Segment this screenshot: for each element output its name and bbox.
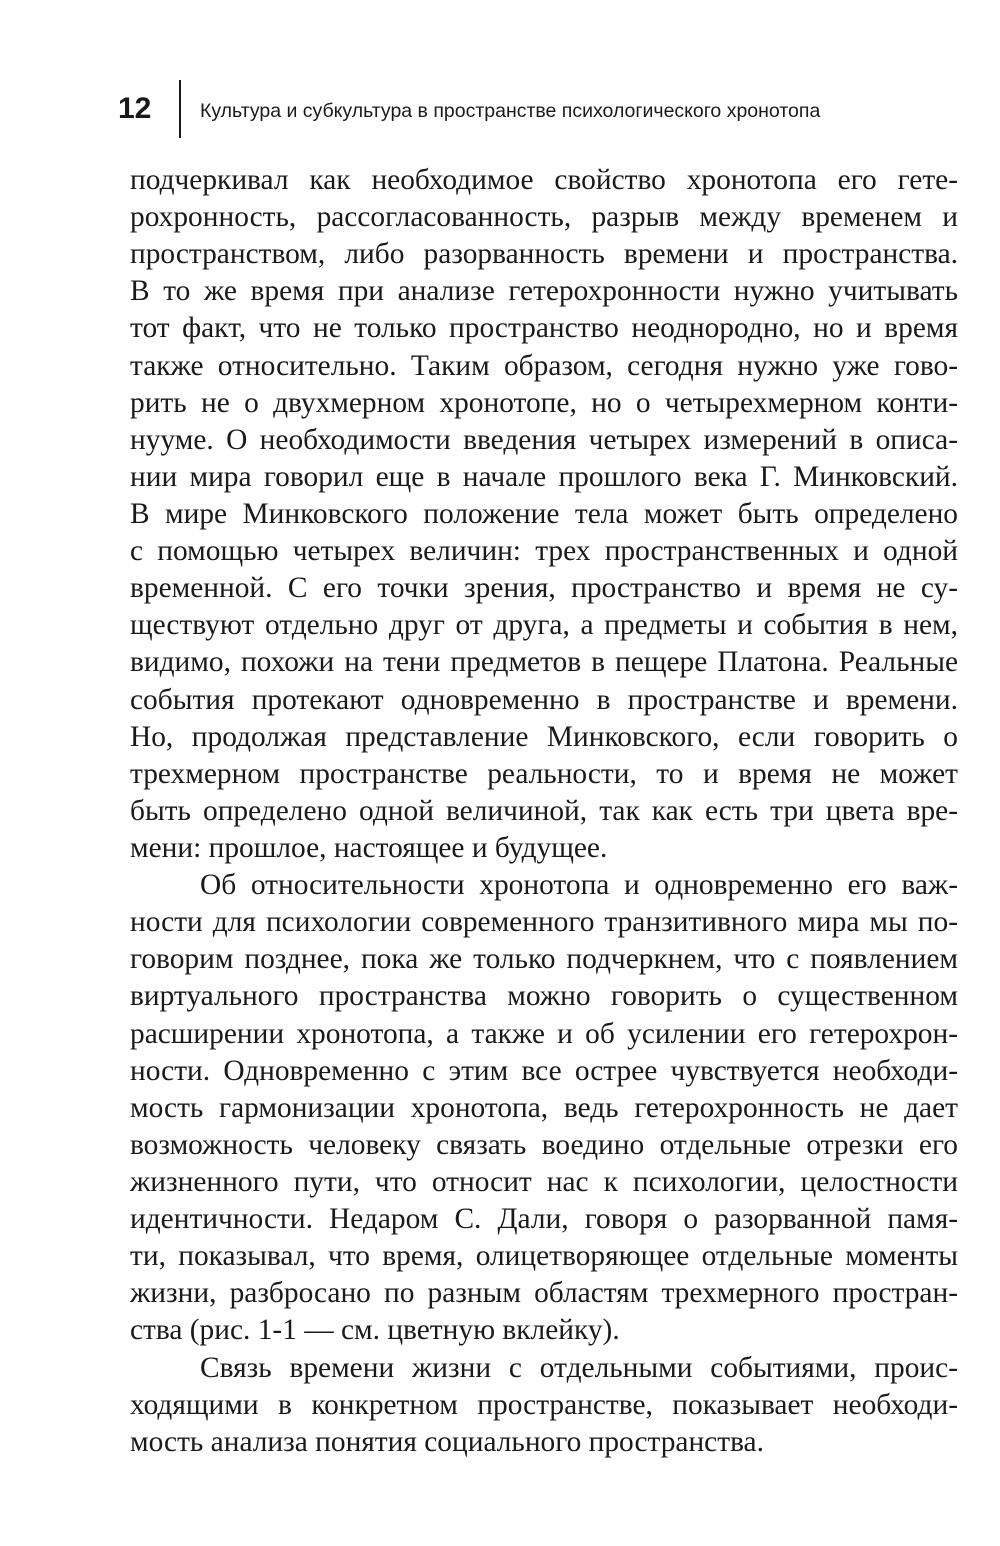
text-line: рить не о двухмерном хронотопе, но о четырехмерном конти-	[130, 386, 958, 419]
text-line: В мире Минковского положение тела может быть определено	[130, 497, 958, 530]
text-line: ществуют отдельно друг от друга, а предметы и события в нем,	[130, 609, 958, 642]
text-line: говорим позднее, пока же только подчеркнем, что с появлением	[130, 943, 958, 976]
text-line: ности. Одновременно с этим все острее чувствуется необходи-	[130, 1054, 958, 1087]
text-line: подчеркивал как необходимое свойство хронотопа его гете-	[130, 164, 958, 196]
text-line: события протекают одновременно в пространстве и времени.	[130, 683, 958, 716]
body-text	[130, 162, 958, 1461]
text-line: мость гармонизации хронотопа, ведь гетерохронность не дает	[130, 1091, 958, 1124]
paragraph	[130, 867, 958, 1349]
text-line: рохронность, рассогласованность, разрыв между временем и	[130, 201, 958, 234]
text-line: возможность человеку связать воедино отдельные отрезки его	[130, 1128, 958, 1161]
text-line: нии мира говорил еще в начале прошлого века Г. Минковский.	[130, 460, 958, 493]
running-header	[118, 80, 978, 138]
text-line: видимо, похожи на тени предметов в пещере Платона. Реальные	[130, 646, 958, 679]
text-line: виртуального пространства можно говорить о существенном	[130, 980, 958, 1013]
text-line: ти, показывал, что время, олицетворяющее отдельные моменты	[130, 1240, 958, 1273]
text-line: Связь времени жизни с отдельными событиями, проис-	[200, 1351, 958, 1384]
text-line: трехмерном пространстве реальности, то и время не может	[130, 757, 958, 790]
page-number: 12	[118, 92, 152, 125]
text-line: нууме. О необходимости введения четырех измерений в описа-	[130, 423, 958, 456]
text-line: также относительно. Таким образом, сегодня нужно уже гово-	[130, 349, 958, 382]
text-line: Но, продолжая представление Минковского, если говорить о	[130, 720, 958, 753]
running-title: Культура и субкультура в пространстве психологического хронотопа	[200, 100, 821, 122]
text-line: временной. С его точки зрения, пространство и время не су-	[130, 572, 958, 605]
text-line: ности для психологии современного транзитивного мира мы по-	[130, 906, 958, 939]
text-line: с помощью четырех величин: трех пространственных и одной	[130, 535, 958, 568]
paragraph	[130, 162, 958, 867]
text-line: жизненного пути, что относит нас к психологии, целостности	[130, 1165, 958, 1198]
text-line: расширении хронотопа, а также и об усилении его гетерохрон-	[130, 1017, 958, 1050]
text-line: мость анализа понятия социального пространства.	[130, 1425, 764, 1458]
text-line: жизни, разбросано по разным областям трехмерного простран-	[130, 1277, 958, 1310]
text-line: мени: прошлое, настоящее и будущее.	[130, 831, 608, 864]
text-line: пространством, либо разорванность времени и пространства.	[130, 238, 958, 271]
header-divider	[179, 80, 181, 138]
text-line: идентичности. Недаром С. Дали, говоря о разорванной памя-	[130, 1203, 958, 1236]
paragraph	[130, 1350, 958, 1461]
text-line: ходящими в конкретном пространстве, показывает необходи-	[130, 1388, 958, 1421]
text-line: В то же время при анализе гетерохронности нужно учитывать	[130, 275, 958, 308]
text-line: тот факт, что не только пространство неоднородно, но и время	[130, 312, 958, 345]
text-line: быть определено одной величиной, так как есть три цвета вре-	[130, 794, 958, 827]
text-line: Об относительности хронотопа и одновременно его важ-	[200, 869, 958, 902]
text-line: ства (рис. 1-1 — см. цветную вклейку).	[130, 1314, 620, 1347]
